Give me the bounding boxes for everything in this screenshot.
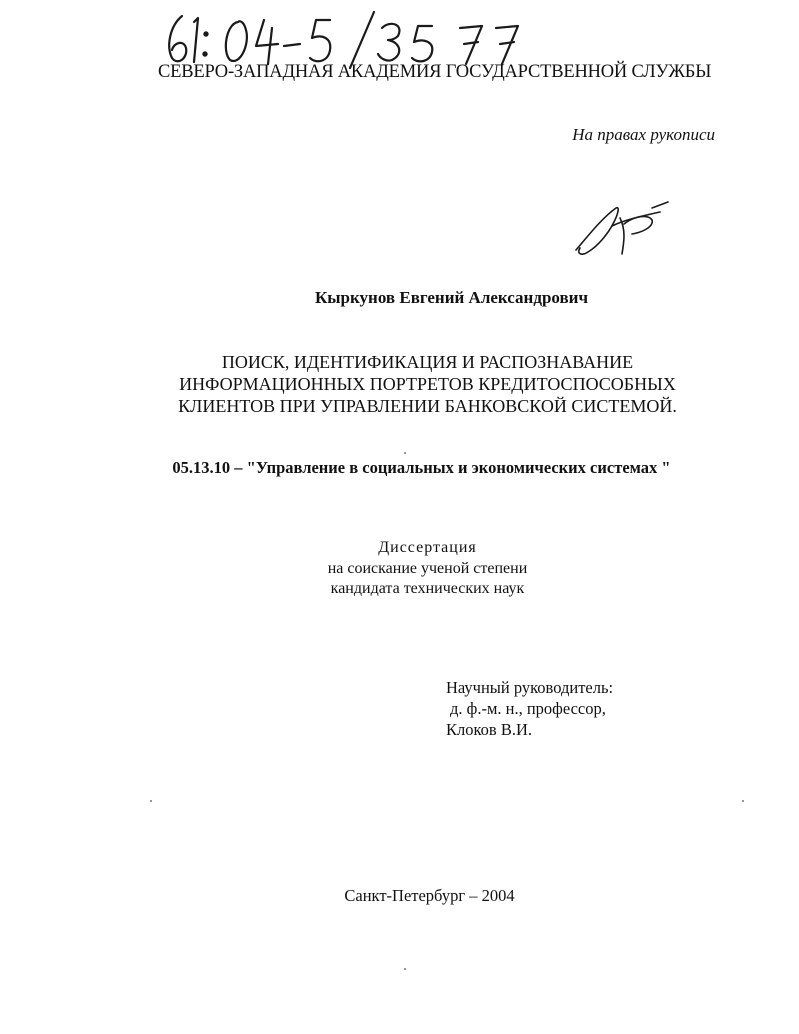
scan-speck	[404, 452, 406, 454]
dissertation-degree-block	[28, 538, 799, 600]
dissertation-label: Диссертация	[378, 539, 477, 556]
degree-line-1: на соискание ученой степени	[327, 559, 528, 577]
scan-speck	[404, 968, 406, 970]
academy-name: СЕВЕРО-ЗАПАДНАЯ АКАДЕМИЯ ГОСУДАРСТВЕННОЙ СЛУЖБЫ	[158, 62, 712, 82]
supervisor-label: Научный руководитель:	[446, 678, 614, 697]
author-name: Кыркунов Евгений Александрович	[314, 288, 589, 307]
signature-drawing	[568, 196, 678, 260]
degree-line-2: кандидата технических наук	[330, 580, 525, 597]
scan-speck	[150, 800, 152, 802]
title-line-2: ИНФОРМАЦИОННЫХ ПОРТРЕТОВ КРЕДИТОСПОСОБНЫХ	[179, 374, 676, 394]
handwritten-archive-code-drawing	[160, 8, 540, 70]
title-line-3: КЛИЕНТОВ ПРИ УПРАВЛЕНИИ БАНКОВСКОЙ СИСТЕМОЙ.	[178, 396, 677, 416]
supervisor-block	[446, 677, 613, 740]
manuscript-rights-note: На правах рукописи	[572, 125, 715, 144]
handwritten-archive-code	[160, 8, 540, 70]
city-and-year: Санкт-Петербург – 2004	[344, 886, 515, 905]
dissertation-title	[28, 351, 799, 417]
specialty-code: 05.13.10 – "Управление в социальных и экономических системах "	[172, 458, 671, 477]
supervisor-degree: д. ф.-м. н., профессор,	[450, 699, 606, 718]
author-signature	[568, 196, 678, 260]
title-line-1: ПОИСК, ИДЕНТИФИКАЦИЯ И РАСПОЗНАВАНИЕ	[221, 352, 634, 372]
supervisor-name: Клоков В.И.	[446, 720, 533, 739]
scan-speck	[742, 800, 744, 802]
